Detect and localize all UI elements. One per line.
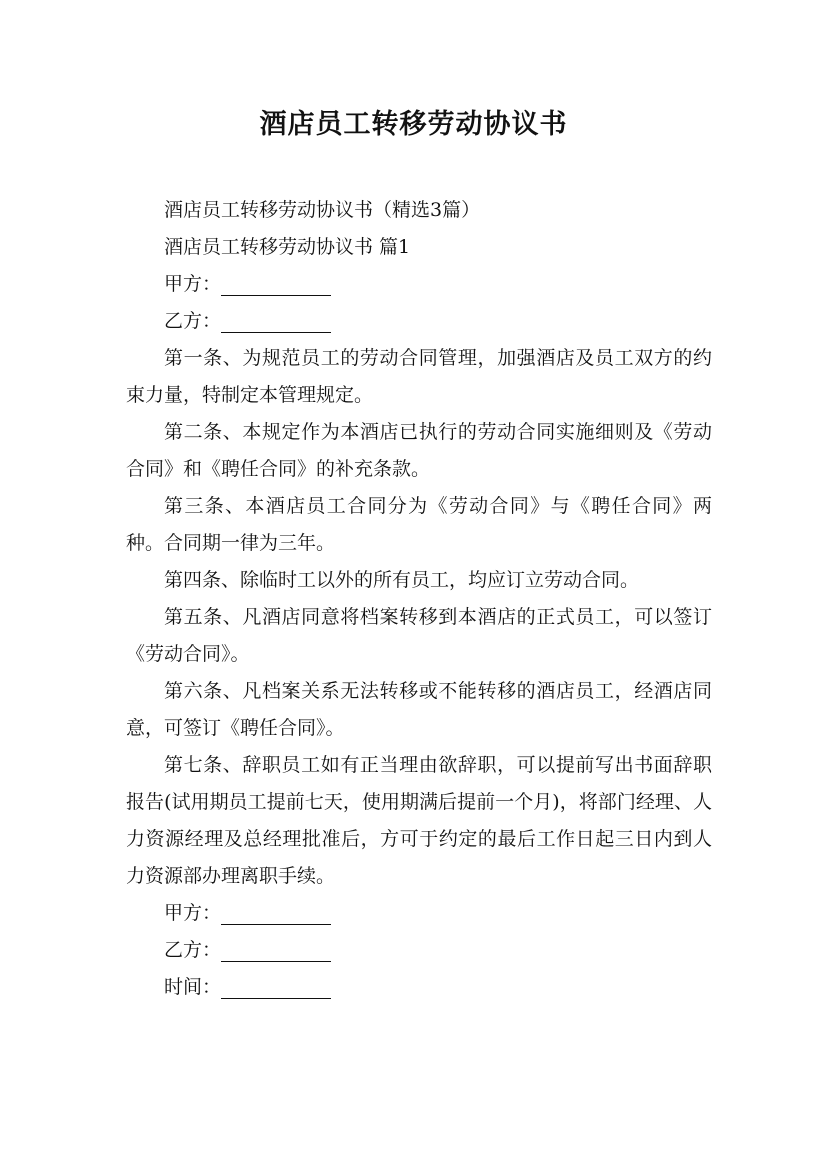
signature-party-b-blank [221,939,331,962]
signature-party-a-label: 甲方： [164,902,222,924]
party-a-line [126,266,712,303]
document-body [126,192,712,1006]
party-b-label: 乙方： [164,310,222,332]
party-b-line [126,303,712,340]
signature-party-a-blank [221,902,331,925]
party-a-label: 甲方： [164,273,222,295]
article-5: 第五条、凡酒店同意将档案转移到本酒店的正式员工，可以签订《劳动合同》。 [126,606,712,665]
signature-time-label: 时间： [164,976,222,998]
party-b-blank [221,310,331,333]
section-heading: 酒店员工转移劳动协议书 篇1 [164,236,411,258]
document-title: 酒店员工转移劳动协议书 [259,109,568,140]
signature-party-b-line [126,932,712,969]
article-7: 第七条、辞职员工如有正当理由欲辞职，可以提前写出书面辞职报告(试用期员工提前七天，使用期满后提前一个月)，将部门经理、人力资源经理及总经理批准后，方可于约定的最后工作日起三日内到人力资源部办理离职手续。 [126,754,712,887]
document-subtitle: 酒店员工转移劳动协议书（精选3篇） [164,199,481,221]
article-6: 第六条、凡档案关系无法转移或不能转移的酒店员工，经酒店同意，可签订《聘任合同》。 [126,680,712,739]
signature-party-b-label: 乙方： [164,939,222,961]
signature-time-blank [221,976,331,999]
article-3: 第三条、本酒店员工合同分为《劳动合同》与《聘任合同》两种。合同期一律为三年。 [126,495,712,554]
article-1: 第一条、为规范员工的劳动合同管理，加强酒店及员工双方的约束力量，特制定本管理规定。 [126,347,712,406]
article-2: 第二条、本规定作为本酒店已执行的劳动合同实施细则及《劳动合同》和《聘任合同》的补充条款。 [126,421,712,480]
signature-party-a-line [126,895,712,932]
article-4: 第四条、除临时工以外的所有员工，均应订立劳动合同。 [164,569,640,591]
signature-time-line [126,969,712,1006]
party-a-blank [221,273,331,296]
